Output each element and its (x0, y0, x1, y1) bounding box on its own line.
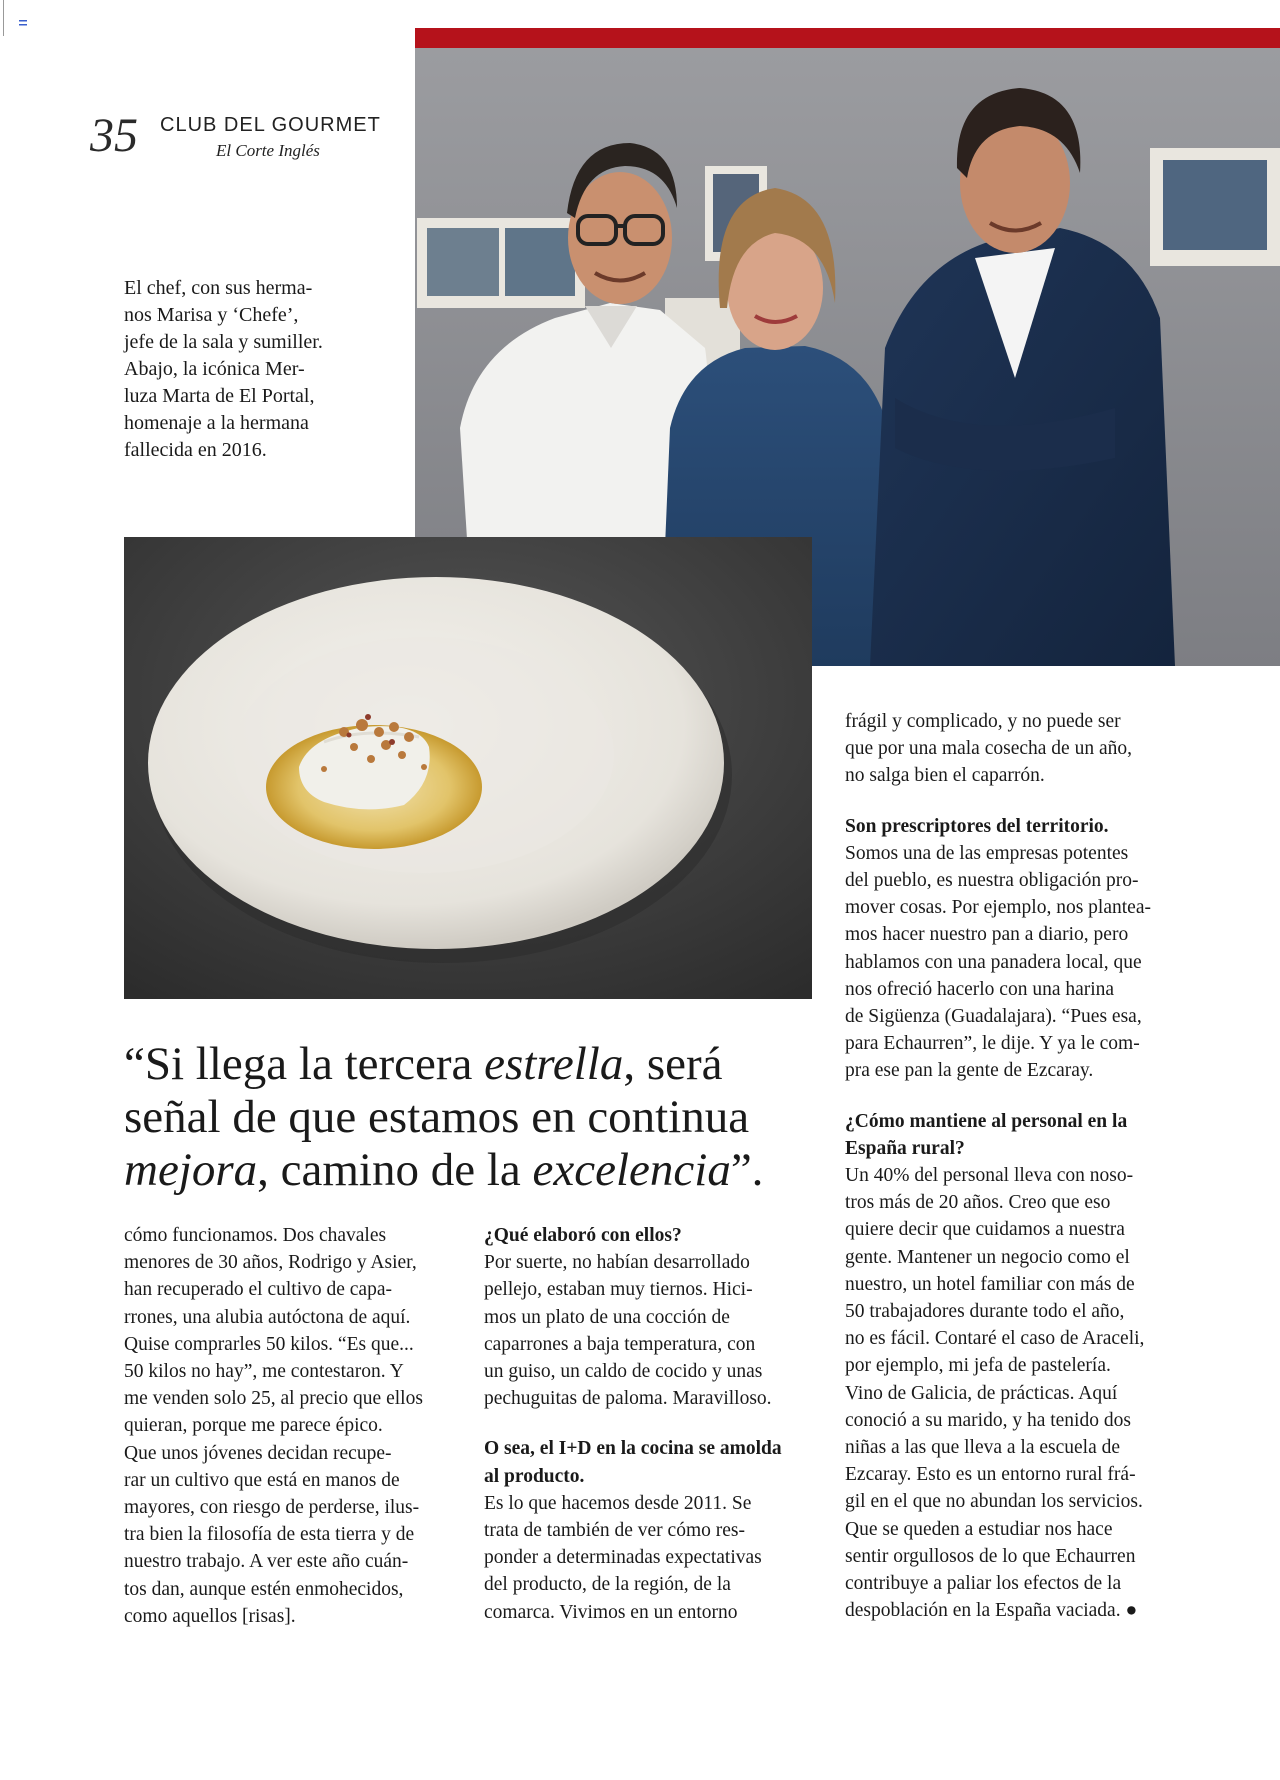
text-line: sentir orgullosos de lo que Echaurren (845, 1545, 1136, 1567)
text-line: Somos una de las empresas potentes (845, 842, 1129, 864)
text-line: del producto, de la región, de la (484, 1574, 731, 1596)
text-line: mos hacer nuestro pan a diario, pero (845, 924, 1129, 946)
text-line: Ezcaray. Esto es un entorno rural frá- (845, 1464, 1136, 1486)
text-line: frágil y complicado, y no puede ser (845, 711, 1121, 732)
article-column-middle (484, 1222, 814, 1626)
text-line: pechuguitas de paloma. Maravilloso. (484, 1388, 772, 1410)
text-line: no es fácil. Contaré el caso de Araceli, (845, 1328, 1145, 1350)
text-line: rrones, una alubia autóctona de aquí. (124, 1306, 411, 1328)
text-line: tra bien la filosofía de esta tierra y de (124, 1524, 415, 1546)
interview-question: O sea, el I+D en la cocina se amolda (484, 1438, 782, 1460)
text-line: niñas a las que lleva a la escuela de (845, 1437, 1121, 1459)
text-line: Por suerte, no habían desarrollado (484, 1252, 750, 1274)
text-line: un guiso, un caldo de cocido y unas (484, 1361, 763, 1383)
text-line: para Echaurren”, le dije. Y ya le com- (845, 1033, 1140, 1055)
text-line: quiere decir que cuidamos a nuestra (845, 1219, 1125, 1241)
text-line: mover cosas. Por ejemplo, nos plantea- (845, 897, 1151, 919)
caption-line: nos Marisa y ‘Chefe’, (124, 304, 299, 326)
text-line: cómo funcionamos. Dos chavales (124, 1225, 387, 1246)
text-line: tos dan, aunque estén enmohecidos, (124, 1578, 404, 1600)
interview-question: España rural? (845, 1137, 965, 1159)
photo-merluza-dish (124, 537, 812, 999)
text-line: que por una mala cosecha de un año, (845, 738, 1132, 760)
caption-line: El chef, con sus herma- (124, 277, 313, 299)
text-line: pra ese pan la gente de Ezcaray. (845, 1060, 1094, 1082)
quote-emphasis: estrella (484, 1038, 624, 1090)
text-line: por ejemplo, mi jefa de pastelería. (845, 1355, 1111, 1377)
interview-question: al producto. (484, 1465, 585, 1487)
text-line: ponder a determinadas expectativas (484, 1547, 762, 1569)
text-line: nuestro trabajo. A ver este año cuán- (124, 1551, 409, 1573)
text-line: 50 kilos no hay”, me contestaron. Y (124, 1361, 404, 1383)
text-line: pellejo, estaban muy tiernos. Hici- (484, 1279, 753, 1301)
text-line: Es lo que hacemos desde 2011. Se (484, 1492, 752, 1514)
text-line: Que unos jóvenes decidan recupe- (124, 1442, 392, 1464)
caption-line: jefe de la sala y sumiller. (124, 331, 323, 353)
text-line: despoblación en la España vaciada. ● (845, 1600, 1138, 1622)
text-line: mayores, con riesgo de perderse, ilus- (124, 1497, 420, 1519)
menu-icon (19, 18, 27, 28)
quote-text: , camino de la (257, 1144, 533, 1196)
article-column-left (124, 1222, 454, 1630)
pull-quote (124, 1038, 824, 1197)
text-line: de Sigüenza (Guadalajara). “Pues esa, (845, 1006, 1142, 1028)
caption-line: Abajo, la icónica Mer- (124, 358, 305, 380)
quote-emphasis: excelencia (532, 1144, 731, 1196)
accent-bar (415, 28, 1280, 48)
text-line: nuestro, un hotel familiar con más de (845, 1273, 1135, 1295)
photo-caption (124, 275, 349, 464)
text-line: del pueblo, es nuestra obligación pro- (845, 870, 1139, 892)
quote-emphasis: mejora (124, 1144, 258, 1196)
text-line: quieran, porque me parece épico. (124, 1415, 383, 1437)
brand-logo: El Corte Inglés (216, 141, 320, 160)
interview-question: ¿Cómo mantiene al personal en la (845, 1110, 1128, 1132)
text-line: tros más de 20 años. Creo que eso (845, 1192, 1111, 1214)
quote-text: “Si llega la tercera (124, 1038, 485, 1090)
interview-question: Son prescriptores del territorio. (845, 815, 1109, 837)
text-line: Quise comprarles 50 kilos. “Es que... (124, 1333, 414, 1355)
text-line: no salga bien el caparrón. (845, 765, 1045, 787)
text-line: como aquellos [risas]. (124, 1605, 296, 1627)
page-number: 35 (90, 109, 138, 162)
caption-line: luza Marta de El Portal, (124, 385, 315, 407)
text-line: nos ofreció hacerlo con una harina (845, 978, 1115, 1000)
text-line: menores de 30 años, Rodrigo y Asier, (124, 1252, 417, 1274)
text-line: gil en el que no abundan los servicios. (845, 1491, 1143, 1513)
quote-text: ”. (730, 1144, 764, 1196)
text-line: rar un cultivo que está en manos de (124, 1469, 400, 1491)
text-line: trata de también de ver cómo res- (484, 1520, 745, 1542)
text-line: conoció a su marido, y ha tenido dos (845, 1409, 1131, 1431)
text-line: gente. Mantener un negocio como el (845, 1246, 1130, 1268)
text-line: Un 40% del personal lleva con noso- (845, 1165, 1134, 1187)
text-line: me venden solo 25, al precio que ellos (124, 1388, 423, 1410)
quote-text: , será señal de que estamos en continua (124, 1038, 750, 1143)
text-line: comarca. Vivimos en un entorno (484, 1601, 738, 1623)
page-edge-line (3, 0, 4, 36)
article-column-right (845, 708, 1180, 1625)
text-line: mos un plato de una cocción de (484, 1306, 730, 1328)
text-line: caparrones a baja temperatura, con (484, 1333, 756, 1355)
section-title: CLUB DEL GOURMET (160, 114, 381, 136)
text-line: hablamos con una panadera local, que (845, 951, 1142, 973)
text-line: han recuperado el cultivo de capa- (124, 1279, 392, 1301)
text-line: contribuye a paliar los efectos de la (845, 1573, 1122, 1595)
caption-line: homenaje a la hermana (124, 412, 309, 434)
text-line: 50 trabajadores durante todo el año, (845, 1301, 1125, 1323)
caption-line: fallecida en 2016. (124, 439, 267, 461)
interview-question: ¿Qué elaboró con ellos? (484, 1225, 682, 1246)
text-line: Que se queden a estudiar nos hace (845, 1518, 1113, 1540)
text-line: Vino de Galicia, de prácticas. Aquí (845, 1382, 1118, 1404)
